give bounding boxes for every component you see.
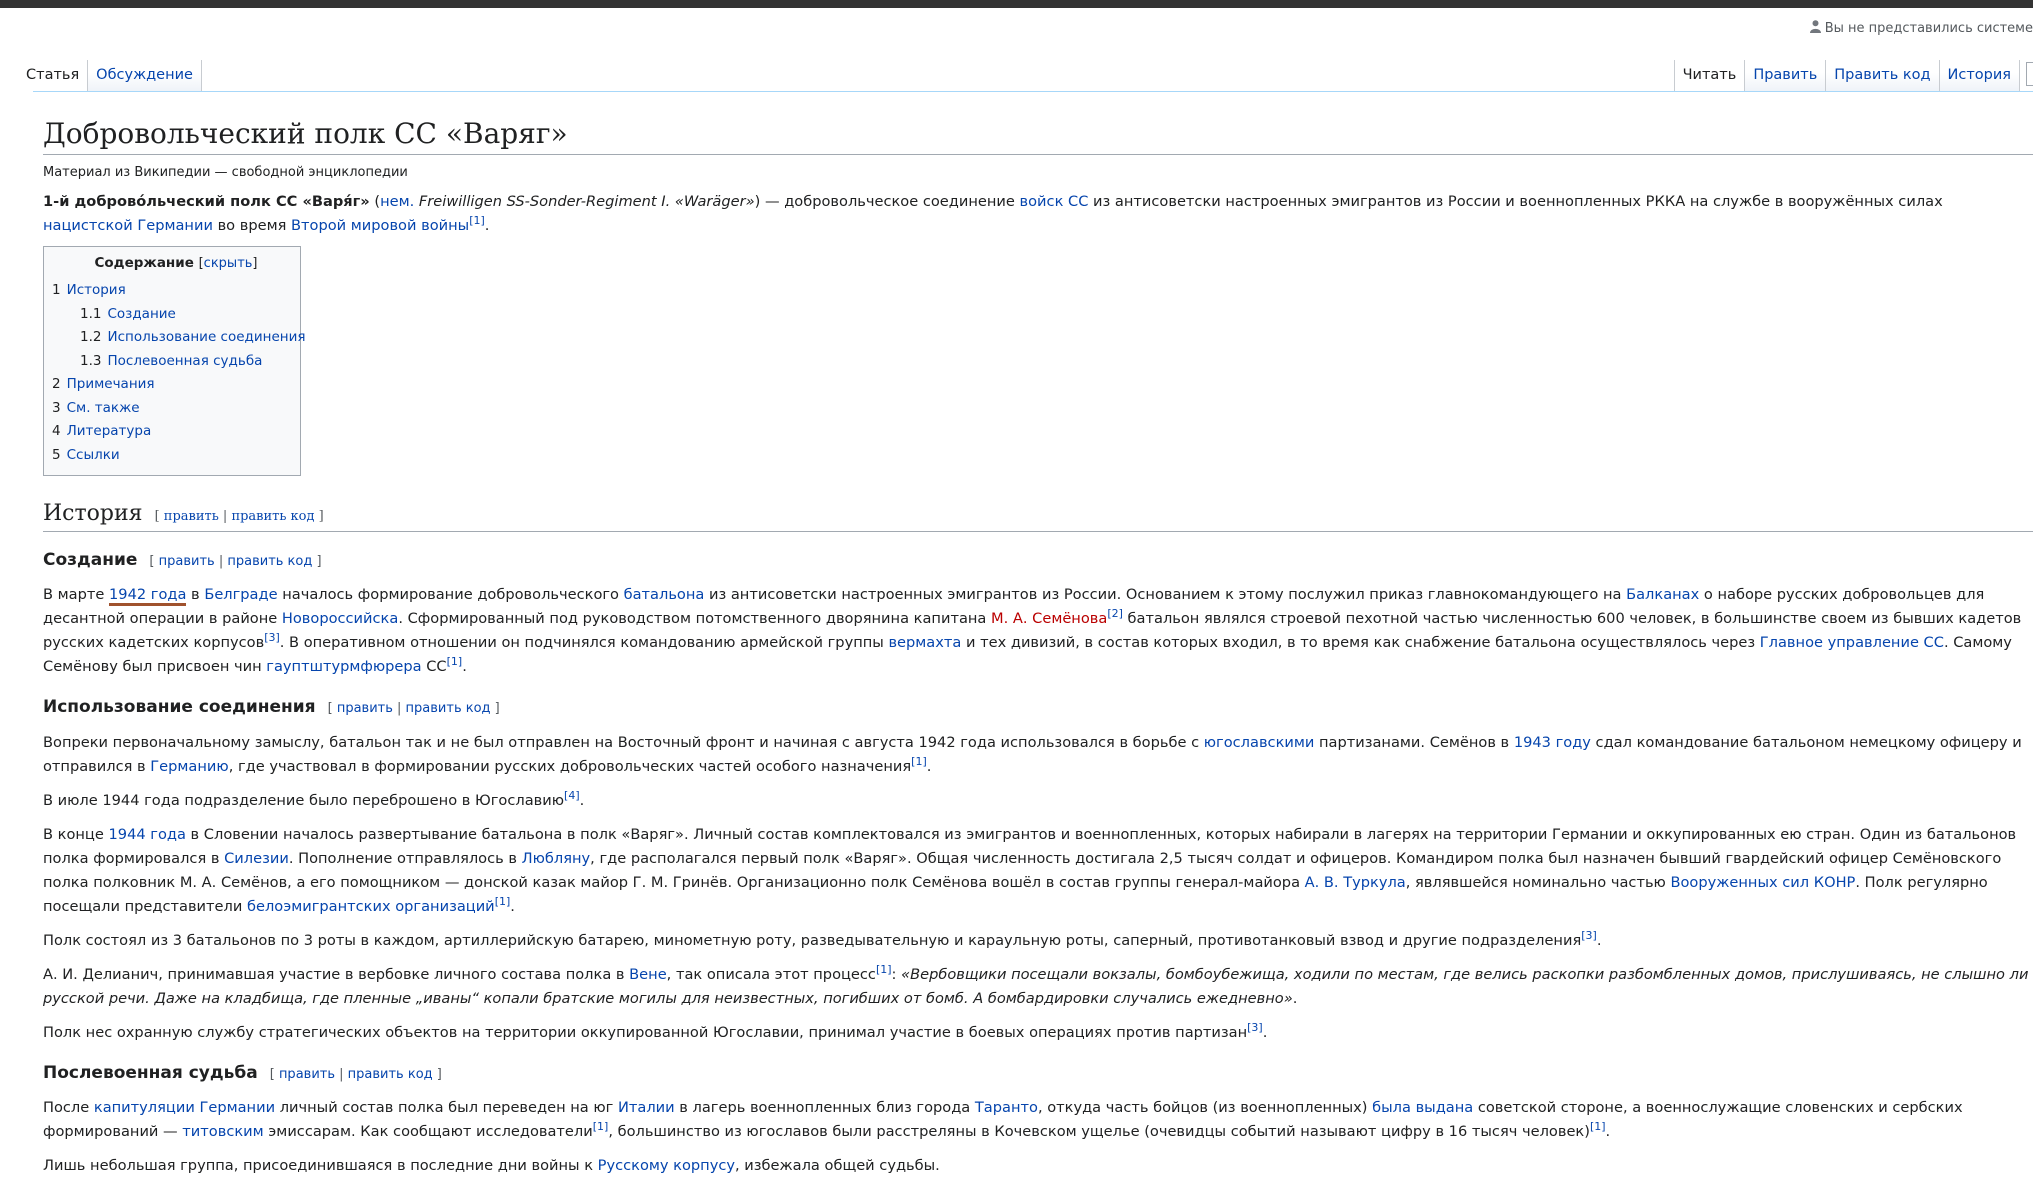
toc-item[interactable]: 4 Литература xyxy=(52,423,152,440)
toc-item[interactable]: 1.2 Использование соединения xyxy=(80,329,306,346)
article-content xyxy=(43,108,2033,1184)
heading-creation: Создание [ править | править код ] xyxy=(43,549,322,570)
link-white-emigre[interactable]: белоэмигрантских организаций xyxy=(246,897,495,915)
edit-code-link[interactable]: править код xyxy=(405,701,491,717)
toc-item[interactable]: 2 Примечания xyxy=(52,376,155,393)
toc-title: Содержание xyxy=(94,255,194,272)
postwar-paragraph: Лишь небольшая группа, присоединившаяся в последние дни войны к Русскому корпусу, избежала общей судьбы. xyxy=(43,1157,940,1175)
link-battalion[interactable]: батальона xyxy=(623,586,705,604)
link-silesia[interactable]: Силезии xyxy=(224,849,289,867)
table-of-contents: Содержание [скрыть] 1 История 1.1 Создание 1.2 Использование соединения 1.3 Послевоенная судьба 2 Примечания 3 См. также 4 Литература 5 Ссылки xyxy=(43,246,301,476)
ref-4[interactable]: [4] xyxy=(564,788,580,802)
ref-1[interactable]: [1] xyxy=(1589,1120,1606,1134)
link-taranto[interactable]: Таранто xyxy=(974,1099,1038,1117)
link-1944[interactable]: 1944 года xyxy=(108,825,186,843)
toc-item[interactable]: 3 См. также xyxy=(52,399,140,416)
edit-link[interactable]: править xyxy=(163,509,219,525)
link-hauptsturmfuhrer[interactable]: гауптштурмфюрера xyxy=(266,658,422,676)
ref-1[interactable]: [1] xyxy=(469,214,485,228)
toc-item[interactable]: 1 История xyxy=(52,282,126,299)
ref-1[interactable]: [1] xyxy=(446,655,463,669)
edit-link[interactable]: править xyxy=(336,701,393,717)
link-yugoslav[interactable]: югославскими xyxy=(1203,733,1315,751)
usage-paragraph: В июле 1944 года подразделение было переброшено в Югославию[4]. xyxy=(43,788,585,809)
page-title: Добровольческий полк СС «Варяг» xyxy=(43,116,2033,155)
personal-tools[interactable] xyxy=(1810,20,2033,36)
link-italy[interactable]: Италии xyxy=(617,1099,675,1117)
edit-code-link[interactable]: править код xyxy=(227,553,313,569)
toc-item[interactable]: 5 Ссылки xyxy=(52,446,120,463)
link-belgrade[interactable]: Белграде xyxy=(204,586,278,604)
link-turkul[interactable]: А. В. Туркула xyxy=(1304,873,1406,891)
edit-link[interactable]: править xyxy=(278,1066,335,1082)
toc-item[interactable]: 1.3 Послевоенная судьба xyxy=(80,352,263,369)
quote: «Вербовщики посещали вокзалы, бомбоубежища, ходили по местам, где велись раскопки разбомбленных домов, прислушиваясь, не слышно ли русской речи. Даже на кладбища, где пленные „иваны“ копали братские могилы для неизвестных, погибших от бомб. А бомбардировки случались ежедневно» xyxy=(43,965,2029,1007)
link-germany[interactable]: Германию xyxy=(150,757,229,775)
usage-paragraph: А. И. Делианич, принимавшая участие в вербовке личного состава полка в Вене, так описала этот процесс[1]: «Вербовщики посещали вокзалы, бомбоубежища, ходили по местам, где велись раскопки разбомбленных домов, прислушиваясь, не слышно ли русской речи. Даже на кладбища, где пленные „иваны“ копали братские могилы для неизвестных, погибших от бомб. А бомбардировки случались ежедневно». xyxy=(43,962,2029,1007)
usage-paragraph: В конце 1944 года в Словении началось развертывание батальона в полк «Варяг». Личный состав комплектовался из эмигрантов и военнопленных, которых набирали в лагерях на территории Германии и оккупированных ею стран. Один из батальонов полка формировался в Силезии. Пополнение отправлялось в Любляну, где располагался первый полк «Варяг». Общая численность достигала 2,5 тысяч солдат и офицеров. Командиром полка был назначен бывший гвардейский офицер Семёновского полка полковник М. А. Семёнов, а его помощником — донской казак майор Г. М. Гринёв. Организационно полк Семёнова вошёл в состав группы генерал-майора А. В. Туркула, являвшейся номинально частью Вооруженных сил КОНР. Полк регулярно посещали представители белоэмигрантских организаций[1]. xyxy=(43,825,2017,915)
edit-code-link[interactable]: править код xyxy=(231,509,315,525)
namespace-tabs xyxy=(21,60,202,92)
not-logged-in-text[interactable]: Вы не представились системе xyxy=(1824,21,2033,36)
creation-paragraph: В марте 1942 года в Белграде началось формирование добровольческого батальона из антисоветски настроенных эмигрантов из России. Основанием к этому послужил приказ главнокомандующего на Балканах о наборе русских добровольцев для десантной операции в районе Новороссийска. Сформированный под руководством потомственного дворянина капитана М. А. Семёнова[2] батальон являлся строевой пехотной частью численностью 600 человек, в большинстве своем из бывших кадетов русских кадетских корпусов[3]. В оперативном отношении он подчинялся командованию армейской группы вермахта и тех дивизий, в состав которых входил, в то время как снабжение батальона осуществлялось через Главное управление СС. Самому Семёнову был присвоен чин гауптштурмфюрера СС[1]. xyxy=(43,586,2022,676)
link-russian-corps[interactable]: Русскому корпусу xyxy=(597,1157,736,1175)
link-repatriation[interactable]: была выдана xyxy=(1372,1099,1474,1117)
toc-hide-link[interactable]: скрыть xyxy=(203,256,253,272)
edit-code-link[interactable]: править код xyxy=(347,1066,433,1082)
top-bar xyxy=(0,0,2033,8)
user-icon xyxy=(1810,20,1821,33)
link-vienna[interactable]: Вене xyxy=(629,965,667,983)
ref-1[interactable]: [1] xyxy=(494,894,511,908)
edit-link[interactable]: править xyxy=(158,553,215,569)
link-capitulation[interactable]: капитуляции Германии xyxy=(93,1099,276,1117)
intro-bold-name: 1-й доброво́льческий полк СС «Варя́г» xyxy=(43,193,370,211)
search-box-edge[interactable] xyxy=(2026,62,2033,86)
tab-edit[interactable]: Править xyxy=(1745,60,1826,92)
usage-paragraph: Полк состоял из 3 батальонов по 3 роты в каждом, артиллерийскую батарею, минометную роту, разведывательную и караульную роты, саперный, противотанковый взвод и другие подразделения[3]. xyxy=(43,928,1602,949)
usage-paragraph: Полк нес охранную службу стратегических объектов на территории оккупированной Югославии, принимал участие в боевых операциях против партизан[3]. xyxy=(43,1020,1268,1041)
ref-1[interactable]: [1] xyxy=(911,754,927,768)
link-nazi-germany[interactable]: нацистской Германии xyxy=(43,217,213,235)
ref-1[interactable]: [1] xyxy=(592,1120,609,1134)
ref-1[interactable]: [1] xyxy=(875,962,892,976)
postwar-paragraph: После капитуляции Германии личный состав полка был переведен на юг Италии в лагерь военнопленных близ города Таранто, откуда часть бойцов (из военнопленных) была выдана советской стороне, а военнослужащие словенских и сербских формирований — титовским эмиссарам. Как сообщают исследователи[1], большинство из югославов были расстреляны в Кочевском ущелье (очевидцы событий называют цифру в 16 тысяч человек)[1]. xyxy=(43,1099,1963,1141)
usage-paragraph: Вопреки первоначальному замыслу, батальон так и не был отправлен на Восточный фронт и начиная с августа 1942 года использовался в борьбе с югославскими партизанами. Семёнов в 1943 году сдал командование батальоном немецкому офицеру и отправился в Германию, где участвовал в формировании русских добровольческих частей особого назначения[1]. xyxy=(43,733,2022,775)
link-ljubljana[interactable]: Любляну xyxy=(521,849,591,867)
ref-2[interactable]: [2] xyxy=(1107,607,1123,621)
ref-3[interactable]: [3] xyxy=(1581,928,1597,942)
link-waffen-ss[interactable]: войск СС xyxy=(1019,193,1089,211)
link-novorossiysk[interactable]: Новороссийска xyxy=(281,610,399,628)
heading-postwar: Послевоенная судьба [ править | править код ] xyxy=(43,1062,442,1083)
toc-item[interactable]: 1.1 Создание xyxy=(80,305,176,322)
link-semenov[interactable]: М. А. Семёнова xyxy=(991,610,1108,628)
link-konr[interactable]: Вооруженных сил КОНР xyxy=(1670,873,1856,891)
content-top-border xyxy=(33,91,2033,92)
ref-3[interactable]: [3] xyxy=(264,631,280,645)
link-tito[interactable]: титовским xyxy=(182,1123,264,1141)
link-ss-main-office[interactable]: Главное управление СС xyxy=(1759,634,1944,652)
german-name: Freiwilligen SS-Sonder-Regiment I. «Waräger» xyxy=(418,193,755,211)
link-ww2[interactable]: Второй мировой войны xyxy=(291,217,470,235)
tab-article[interactable]: Статья xyxy=(21,60,88,92)
tab-edit-source[interactable]: Править код xyxy=(1826,60,1939,92)
intro-paragraph: 1-й доброво́льческий полк СС «Варя́г» (нем. Freiwilligen SS-Sonder-Regiment I. «Waräger») — добровольческое соединение войск СС из антисоветски настроенных эмигрантов из России и военнопленных РККА на службе в вооружённых силах нацистской Германии во время Второй мировой войны[1]. xyxy=(43,193,1943,235)
lang-link[interactable]: нем. xyxy=(380,193,415,211)
ref-3[interactable]: [3] xyxy=(1247,1020,1263,1034)
tab-history[interactable]: История xyxy=(1940,60,2021,92)
tab-talk[interactable]: Обсуждение xyxy=(88,60,202,92)
heading-usage: Использование соединения [ править | править код ] xyxy=(43,697,500,718)
heading-history: История [ править | править код ] xyxy=(43,500,2033,532)
link-1943[interactable]: 1943 году xyxy=(1513,733,1591,751)
site-tagline: Материал из Википедии — свободной энциклопедии xyxy=(43,165,408,181)
link-balkans[interactable]: Балканах xyxy=(1626,586,1700,604)
link-wehrmacht[interactable]: вермахта xyxy=(888,634,962,652)
tab-read[interactable]: Читать xyxy=(1674,60,1746,92)
view-tabs xyxy=(1674,60,2033,92)
link-1942[interactable]: 1942 года xyxy=(109,586,186,606)
